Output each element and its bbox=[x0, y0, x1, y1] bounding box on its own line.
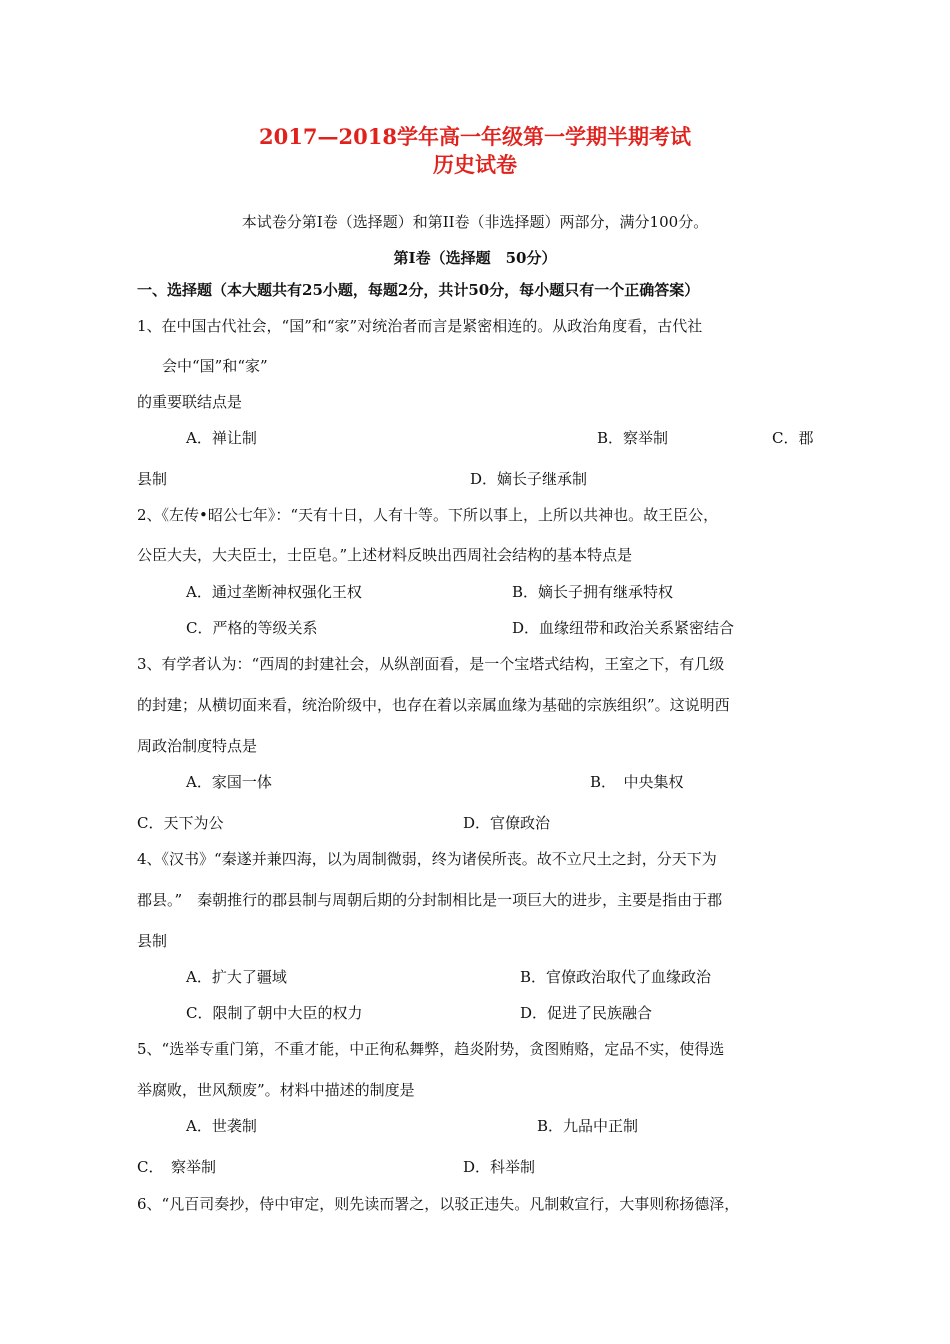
q4-option-c: C．限制了朝中大臣的权力 bbox=[186, 1004, 363, 1022]
q1-option-c: C．郡 bbox=[772, 429, 814, 447]
q5-option-a: A．世袭制 bbox=[186, 1117, 257, 1135]
q1-stem-line2: 会中“国”和“家” bbox=[162, 357, 268, 375]
q1-stem-line3: 的重要联结点是 bbox=[137, 393, 243, 411]
q1-option-c-cont: 县制 bbox=[137, 470, 168, 488]
q4-option-a: A．扩大了疆域 bbox=[186, 968, 287, 986]
q5-stem-line2: 举腐败，世风颓废”。材料中描述的制度是 bbox=[137, 1081, 415, 1099]
q1-option-d: D．嫡长子继承制 bbox=[470, 470, 588, 488]
q5-stem-line1: 5、“选举专重门第，不重才能，中正徇私舞弊，趋炎附势，贪图贿赂，定品不实，使得选 bbox=[137, 1040, 725, 1058]
section1-title: 一、选择题（本大题共有25小题，每题2分，共计50分，每小题只有一个正确答案） bbox=[137, 281, 700, 299]
q5-option-c: C． 察举制 bbox=[137, 1158, 216, 1176]
q4-stem-line2: 郡县。” 秦朝推行的郡县制与周朝后期的分封制相比是一项巨大的进步，主要是指由于郡 bbox=[137, 891, 723, 909]
q3-stem-line2: 的封建；从横切面来看，统治阶级中，也存在着以亲属血缘为基础的宗族组织”。这说明西 bbox=[137, 696, 730, 714]
q3-option-a: A．家国一体 bbox=[186, 773, 272, 791]
part1-title: 第I卷（选择题 50分） bbox=[393, 249, 557, 267]
q4-stem-line3: 县制 bbox=[137, 932, 168, 950]
q1-option-a: A．禅让制 bbox=[186, 429, 257, 447]
q4-option-d: D．促进了民族融合 bbox=[520, 1004, 653, 1022]
q5-option-d: D．科举制 bbox=[463, 1158, 536, 1176]
q2-stem-line2: 公臣大夫，大夫臣士，士臣皂。”上述材料反映出西周社会结构的基本特点是 bbox=[137, 546, 633, 564]
q3-option-b: B． 中央集权 bbox=[590, 773, 684, 791]
q5-option-b: B．九品中正制 bbox=[537, 1117, 639, 1135]
q3-stem-line3: 周政治制度特点是 bbox=[137, 737, 258, 755]
q1-stem-line1: 1、在中国古代社会，“国”和“家”对统治者而言是紧密相连的。从政治角度看，古代社 bbox=[137, 317, 703, 335]
exam-intro: 本试卷分第I卷（选择题）和第II卷（非选择题）两部分，满分100分。 bbox=[241, 213, 709, 231]
q6-stem-line1: 6、“凡百司奏抄，侍中审定，则先读而署之，以驳正违失。凡制敕宣行，大事则称扬德泽， bbox=[137, 1195, 740, 1213]
q2-option-a: A．通过垄断神权强化王权 bbox=[186, 583, 362, 601]
q2-stem-line1: 2、《左传•昭公七年》：“天有十日，人有十等。下所以事上，上所以共神也。故王臣公， bbox=[137, 506, 719, 524]
exam-title-line1: 2017—2018学年高一年级第一学期半期考试 bbox=[259, 124, 691, 149]
q2-option-c: C．严格的等级关系 bbox=[186, 619, 318, 637]
exam-title-line2: 历史试卷 bbox=[433, 152, 517, 177]
q3-stem-line1: 3、有学者认为：“西周的封建社会，从纵剖面看，是一个宝塔式结构，王室之下，有几级 bbox=[137, 655, 725, 673]
q3-option-c: C．天下为公 bbox=[137, 814, 224, 832]
q4-stem-line1: 4、《汉书》“秦遂并兼四海，以为周制微弱，终为诸侯所丧。故不立尺土之封，分天下为 bbox=[137, 850, 717, 868]
q2-option-d: D．血缘纽带和政治关系紧密结合 bbox=[512, 619, 735, 637]
q3-option-d: D．官僚政治 bbox=[463, 814, 551, 832]
q4-option-b: B．官僚政治取代了血缘政治 bbox=[520, 968, 712, 986]
q2-option-b: B．嫡长子拥有继承特权 bbox=[512, 583, 674, 601]
q1-option-b: B．察举制 bbox=[597, 429, 669, 447]
